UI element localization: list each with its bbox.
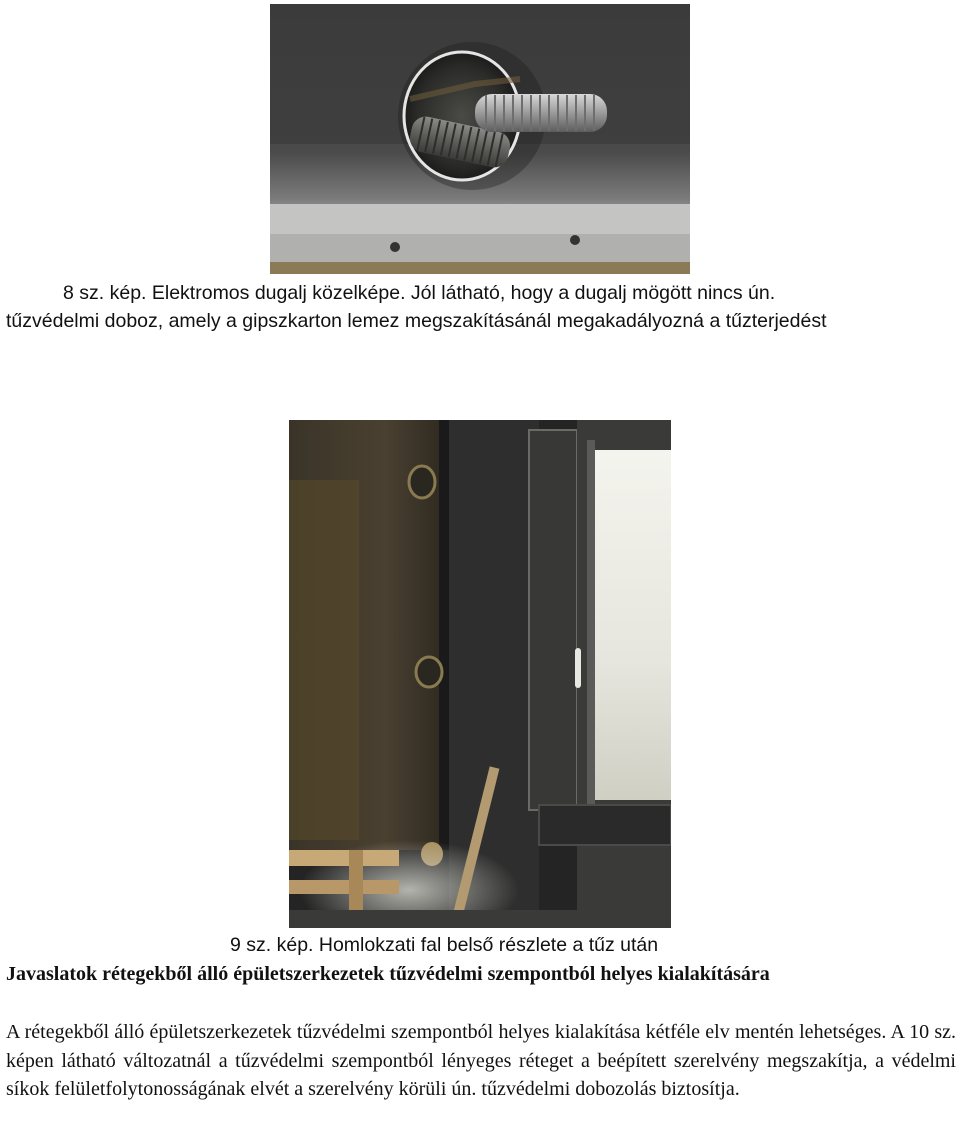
body-paragraph: A rétegekből álló épületszerkezetek tűzvédelmi szempontból helyes kialakítása kétféle elv mentén lehetséges. A 10 sz. képen látható változatnál a tűzvédelmi szempontból lényeges réteget a beépített szerelvény megszakítja, a védelmi síkok felületfolytonosságának elvét a szerelvény körüli ún. tűzvédelmi dobozolás biztosítja. — [6, 1021, 956, 1100]
socket-closeup-illustration — [270, 4, 690, 274]
figure-8-caption-line-1: 8 sz. kép. Elektromos dugalj közelképe. Jól látható, hogy a dugalj mögött nincs ún. — [63, 282, 776, 304]
section-heading: Javaslatok rétegekből álló épületszerkezetek tűzvédelmi szempontból helyes kialakítására — [6, 963, 770, 985]
socket-closeup-photo — [270, 4, 690, 274]
figure-9-caption: 9 sz. kép. Homlokzati fal belső részlete a tűz után — [230, 934, 659, 956]
figure-8-caption-line-2: tűzvédelmi doboz, amely a gipszkarton lemez megszakításánál megakadályozná a tűzterjedést — [6, 310, 827, 332]
facade-wall-interior-photo — [289, 420, 671, 928]
facade-wall-interior-illustration — [289, 420, 671, 928]
